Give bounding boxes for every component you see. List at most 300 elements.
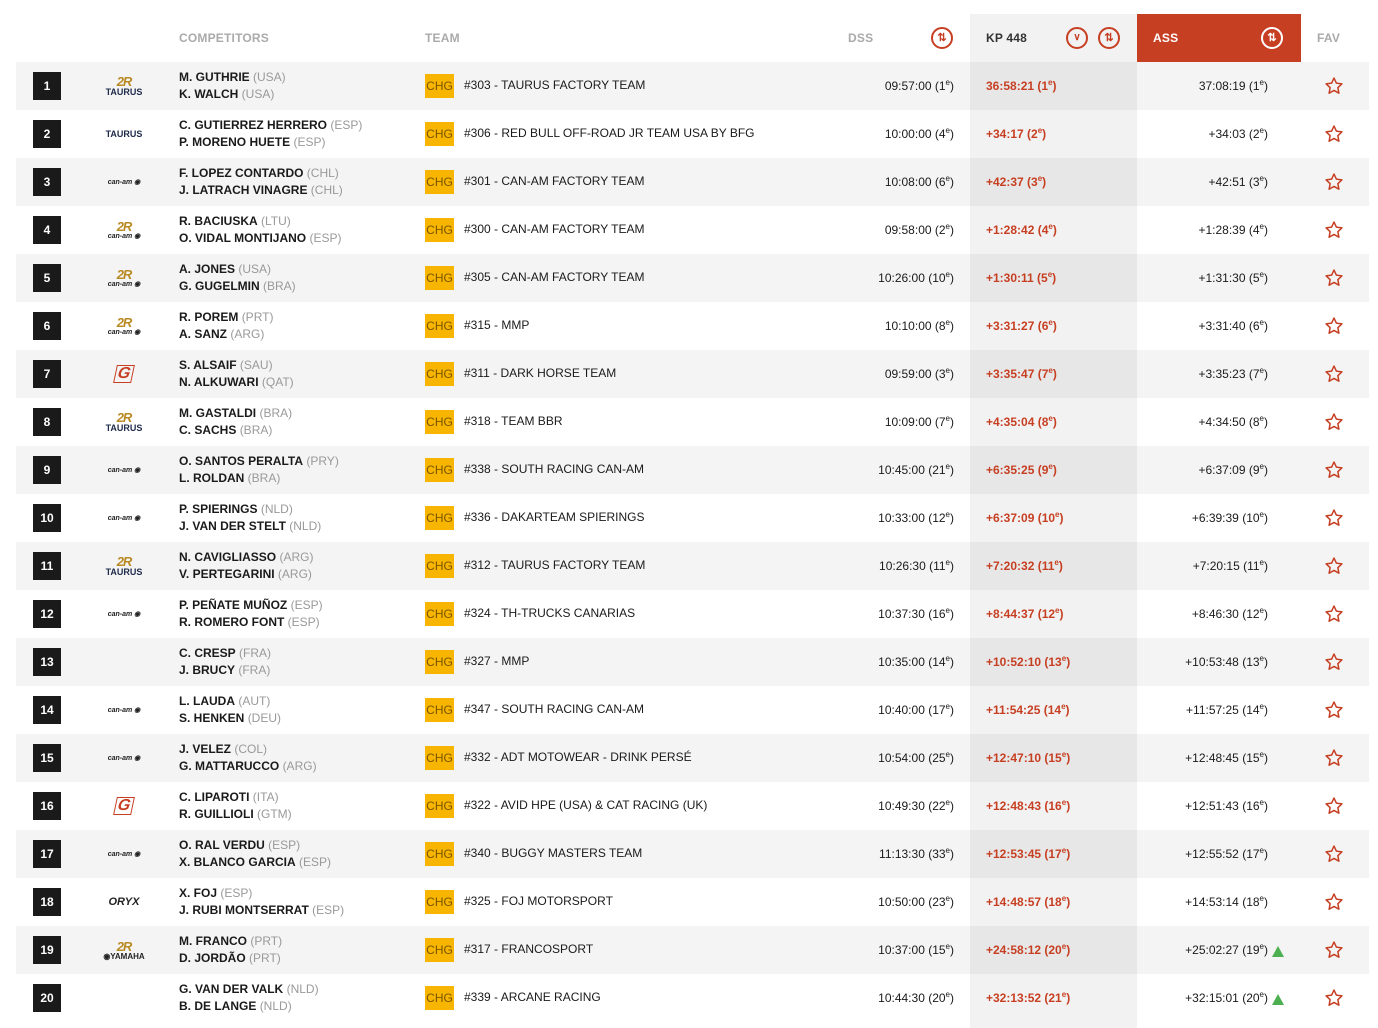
- g-logo: G: [113, 797, 135, 815]
- rank-suffix: e: [945, 798, 950, 807]
- codriver-country: (ESP): [309, 231, 342, 245]
- ass-sort-icon[interactable]: ⇅: [1261, 27, 1283, 49]
- dss-time: 10:26:00 (10e): [878, 270, 954, 285]
- dss-time: 10:50:00 (23e): [878, 894, 954, 909]
- table-row[interactable]: [16, 494, 1369, 542]
- taurus-logo: TAURUS: [105, 128, 143, 139]
- codriver-country: (ESP): [293, 135, 326, 149]
- canam-logo: can-am ◉: [107, 466, 141, 474]
- table-row[interactable]: [16, 542, 1369, 590]
- rank-suffix: e: [1037, 174, 1043, 183]
- ass-time: +12:55:52 (17e): [1185, 846, 1268, 861]
- category-badge: CHG: [425, 938, 454, 962]
- canam-logo: can-am ◉: [107, 610, 141, 618]
- star-icon[interactable]: [1324, 652, 1344, 672]
- team-logo: [101, 502, 147, 534]
- rank-suffix: e: [1048, 78, 1053, 87]
- rank-suffix: e: [1061, 654, 1067, 663]
- driver-country: (NLD): [286, 982, 319, 996]
- codriver-country: (CHL): [310, 183, 343, 197]
- rank-suffix: e: [1259, 846, 1264, 855]
- g-logo: G: [113, 365, 135, 383]
- rank-suffix: e: [1061, 846, 1067, 855]
- team-name[interactable]: #303 - TAURUS FACTORY TEAM: [464, 78, 646, 92]
- rank-suffix: e: [945, 990, 950, 999]
- crew-names: [179, 789, 292, 823]
- canam-logo: can-am ◉: [107, 329, 141, 336]
- kp-time: +1:28:42 (4e): [986, 222, 1057, 237]
- rank-suffix: e: [1037, 126, 1043, 135]
- position-badge: 20: [33, 984, 61, 1012]
- team-name[interactable]: #315 - MMP: [464, 318, 530, 332]
- star-icon[interactable]: [1324, 700, 1344, 720]
- dss-time: 10:33:00 (12e): [878, 510, 954, 525]
- dss-time: 10:54:00 (25e): [878, 750, 954, 765]
- table-row[interactable]: [16, 254, 1369, 302]
- codriver-line: [179, 134, 362, 151]
- position-badge: 18: [33, 888, 61, 916]
- star-icon[interactable]: [1324, 940, 1344, 960]
- driver-line: [179, 357, 294, 374]
- team-logo: [101, 550, 147, 582]
- codriver-line: [179, 806, 292, 823]
- rank-suffix: e: [1048, 462, 1053, 471]
- driver-country: (AUT): [238, 694, 271, 708]
- ass-time: +4:34:50 (8e): [1198, 414, 1268, 429]
- kp-time: +24:58:12 (20e): [986, 942, 1071, 957]
- ass-time: +12:48:45 (15e): [1185, 750, 1268, 765]
- rank-suffix: e: [1048, 414, 1053, 423]
- oryx-logo: ORYX: [108, 895, 140, 908]
- dss-time: 10:45:00 (21e): [878, 462, 954, 477]
- driver-line: [179, 933, 282, 950]
- rank-suffix: e: [1061, 990, 1067, 999]
- codriver-country: (ESP): [287, 615, 320, 629]
- crew-names: [179, 741, 317, 775]
- codriver-country: (ESP): [312, 903, 345, 917]
- driver-name: M. GASTALDI: [179, 406, 257, 420]
- ass-time: +12:51:43 (16e): [1185, 798, 1268, 813]
- rank-suffix: e: [1259, 270, 1264, 279]
- star-icon[interactable]: [1324, 412, 1344, 432]
- driver-line: [179, 789, 292, 806]
- table-row[interactable]: [16, 830, 1369, 878]
- crew-names: [179, 597, 323, 631]
- ass-time: +7:20:15 (11e): [1192, 558, 1268, 573]
- position-badge: 12: [33, 600, 61, 628]
- driver-name: R. POREM: [179, 310, 239, 324]
- star-icon[interactable]: [1324, 556, 1344, 576]
- rank-suffix: e: [945, 942, 950, 951]
- driver-country: (LTU): [261, 214, 291, 228]
- rank-suffix: e: [1259, 174, 1264, 183]
- team-name[interactable]: #332 - ADT MOTOWEAR - DRINK PERSÉ: [464, 750, 692, 764]
- position-badge: 13: [33, 648, 61, 676]
- table-row[interactable]: [16, 446, 1369, 494]
- driver-line: [179, 837, 331, 854]
- team-logo: [101, 70, 147, 102]
- category-badge: CHG: [425, 74, 454, 98]
- ass-time: +10:53:48 (13e): [1185, 654, 1268, 669]
- star-icon[interactable]: [1324, 364, 1344, 384]
- crew-names: [179, 933, 282, 967]
- rank-suffix: e: [945, 366, 950, 375]
- codriver-name: D. JORDÃO: [179, 951, 246, 965]
- position-badge: 8: [33, 408, 61, 436]
- table-row[interactable]: [16, 686, 1369, 734]
- star-icon[interactable]: [1324, 460, 1344, 480]
- ass-time: +3:35:23 (7e): [1198, 366, 1268, 381]
- rank-suffix: e: [1259, 942, 1264, 951]
- driver-name: O. RAL VERDU: [179, 838, 265, 852]
- team-logo: [101, 214, 147, 246]
- category-badge: CHG: [425, 218, 454, 242]
- team-name[interactable]: #311 - DARK HORSE TEAM: [464, 366, 617, 380]
- team-name[interactable]: #322 - AVID HPE (USA) & CAT RACING (UK): [464, 798, 708, 812]
- codriver-country: (ESP): [299, 855, 332, 869]
- kp-time: +42:37 (3e): [986, 174, 1047, 189]
- kp-time: +14:48:57 (18e): [986, 894, 1071, 909]
- position-badge: 2: [33, 120, 61, 148]
- team-logo: [101, 742, 147, 774]
- team-name[interactable]: #306 - RED BULL OFF-ROAD JR TEAM USA BY BFG: [464, 126, 755, 140]
- category-badge: CHG: [425, 650, 454, 674]
- header-kp: KP 448: [986, 31, 1028, 45]
- driver-line: [179, 741, 317, 758]
- 2r-logo: 2R: [116, 219, 132, 234]
- yamaha-logo: ◉YAMAHA: [103, 951, 145, 961]
- team-name[interactable]: #324 - TH-TRUCKS CANARIAS: [464, 606, 636, 620]
- table-row[interactable]: [16, 110, 1369, 158]
- category-badge: CHG: [425, 410, 454, 434]
- team-logo: [101, 406, 147, 438]
- codriver-name: K. WALCH: [179, 87, 239, 101]
- star-icon[interactable]: [1324, 172, 1344, 192]
- dss-time: 09:58:00 (2e): [884, 222, 954, 237]
- table-row[interactable]: [16, 926, 1369, 974]
- driver-name: N. CAVIGLIASSO: [179, 550, 277, 564]
- driver-name: X. FOJ: [179, 886, 218, 900]
- team-logo: [101, 886, 147, 918]
- position-badge: 1: [33, 72, 61, 100]
- header-ass-label: ASS: [1153, 31, 1179, 45]
- rank-suffix: e: [945, 462, 950, 471]
- codriver-country: (USA): [241, 87, 275, 101]
- dss-time: 10:00:00 (4e): [884, 126, 954, 141]
- ass-time: +42:51 (3e): [1208, 174, 1268, 189]
- kp-time: +12:47:10 (15e): [986, 750, 1071, 765]
- team-logo: [101, 694, 147, 726]
- team-name[interactable]: #301 - CAN-AM FACTORY TEAM: [464, 174, 645, 188]
- crew-names: [179, 549, 313, 583]
- team-name[interactable]: #339 - ARCANE RACING: [464, 990, 601, 1004]
- dss-time: 10:49:30 (22e): [878, 798, 954, 813]
- canam-logo: can-am ◉: [107, 850, 141, 858]
- codriver-line: [179, 374, 294, 391]
- canam-logo: can-am ◉: [107, 281, 141, 288]
- driver-line: [179, 981, 319, 998]
- kp-time: +4:35:04 (8e): [986, 414, 1057, 429]
- position-badge: 17: [33, 840, 61, 868]
- rank-suffix: e: [945, 174, 950, 183]
- star-icon[interactable]: [1324, 892, 1344, 912]
- driver-name: M. FRANCO: [179, 934, 247, 948]
- dss-time: 09:59:00 (3e): [884, 366, 954, 381]
- codriver-line: [179, 902, 344, 919]
- driver-line: [179, 549, 313, 566]
- rank-suffix: e: [1259, 606, 1264, 615]
- dss-time: 10:26:30 (11e): [879, 558, 954, 573]
- rank-suffix: e: [945, 126, 950, 135]
- ass-time: +11:57:25 (14e): [1186, 702, 1268, 717]
- driver-line: [179, 453, 339, 470]
- ass-time: +34:03 (2e): [1208, 126, 1268, 141]
- star-icon[interactable]: [1324, 988, 1344, 1008]
- star-icon[interactable]: [1324, 796, 1344, 816]
- table-row[interactable]: [16, 398, 1369, 446]
- position-badge: 3: [33, 168, 61, 196]
- codriver-country: (ARG): [277, 567, 312, 581]
- ass-time: +1:28:39 (4e): [1198, 222, 1268, 237]
- star-icon[interactable]: [1324, 268, 1344, 288]
- star-icon[interactable]: [1324, 220, 1344, 240]
- team-name[interactable]: #336 - DAKARTEAM SPIERINGS: [464, 510, 645, 524]
- team-logo: [101, 598, 147, 630]
- rank-suffix: e: [1259, 222, 1264, 231]
- driver-country: (ITA): [252, 790, 279, 804]
- kp-time: +12:53:45 (17e): [986, 846, 1071, 861]
- crew-names: [179, 165, 343, 199]
- star-icon[interactable]: [1324, 124, 1344, 144]
- chevron-down-icon[interactable]: ∨: [1066, 27, 1088, 49]
- table-row[interactable]: [16, 302, 1369, 350]
- codriver-name: J. BRUCY: [179, 663, 236, 677]
- rank-suffix: e: [945, 894, 950, 903]
- team-name[interactable]: #312 - TAURUS FACTORY TEAM: [464, 558, 646, 572]
- driver-country: (ESP): [220, 886, 253, 900]
- team-logo: [101, 310, 147, 342]
- driver-country: (ESP): [290, 598, 323, 612]
- table-row[interactable]: [16, 158, 1369, 206]
- rank-suffix: e: [945, 750, 950, 759]
- team-name[interactable]: #300 - CAN-AM FACTORY TEAM: [464, 222, 645, 236]
- rank-suffix: e: [1259, 78, 1264, 87]
- rank-suffix: e: [945, 558, 950, 567]
- table-row[interactable]: [16, 350, 1369, 398]
- kp-time: +6:37:09 (10e): [986, 510, 1064, 525]
- team-name[interactable]: #340 - BUGGY MASTERS TEAM: [464, 846, 643, 860]
- category-badge: CHG: [425, 266, 454, 290]
- team-name[interactable]: #325 - FOJ MOTORSPORT: [464, 894, 613, 908]
- star-icon[interactable]: [1324, 844, 1344, 864]
- driver-line: [179, 309, 273, 326]
- kp-time: +12:48:43 (16e): [986, 798, 1071, 813]
- team-name[interactable]: #318 - TEAM BBR: [464, 414, 563, 428]
- codriver-name: P. MORENO HUETE: [179, 135, 291, 149]
- codriver-name: R. ROMERO FONT: [179, 615, 285, 629]
- codriver-country: (DEU): [247, 711, 282, 725]
- driver-line: [179, 69, 286, 86]
- driver-country: (PRY): [306, 454, 339, 468]
- driver-country: (CHL): [306, 166, 339, 180]
- codriver-name: J. LATRACH VINAGRE: [179, 183, 308, 197]
- team-name[interactable]: #305 - CAN-AM FACTORY TEAM: [464, 270, 645, 284]
- codriver-line: [179, 566, 313, 583]
- kp-time: +6:35:25 (9e): [986, 462, 1057, 477]
- kp-time: +34:17 (2e): [986, 126, 1047, 141]
- table-row[interactable]: [16, 590, 1369, 638]
- codriver-line: [179, 230, 341, 247]
- driver-line: [179, 213, 341, 230]
- category-badge: CHG: [425, 698, 454, 722]
- category-badge: CHG: [425, 794, 454, 818]
- crew-names: [179, 69, 286, 103]
- star-icon[interactable]: [1324, 316, 1344, 336]
- star-icon[interactable]: [1324, 604, 1344, 624]
- rank-suffix: e: [1048, 318, 1053, 327]
- codriver-country: (GTM): [257, 807, 292, 821]
- category-badge: CHG: [425, 314, 454, 338]
- team-logo: [101, 358, 147, 390]
- position-badge: 4: [33, 216, 61, 244]
- driver-country: (PRT): [250, 934, 283, 948]
- ass-time: +6:39:39 (10e): [1191, 510, 1268, 525]
- team-name[interactable]: #347 - SOUTH RACING CAN-AM: [464, 702, 645, 716]
- rank-suffix: e: [945, 654, 950, 663]
- codriver-name: S. HENKEN: [179, 711, 245, 725]
- kp-time: +3:35:47 (7e): [986, 366, 1057, 381]
- rank-suffix: e: [1259, 558, 1264, 567]
- table-row[interactable]: [16, 782, 1369, 830]
- team-name[interactable]: #338 - SOUTH RACING CAN-AM: [464, 462, 645, 476]
- table-row[interactable]: [16, 734, 1369, 782]
- table-row[interactable]: [16, 974, 1369, 1022]
- codriver-line: [179, 614, 323, 631]
- codriver-country: (NLD): [289, 519, 322, 533]
- crew-names: [179, 213, 341, 247]
- codriver-country: (BRA): [263, 279, 296, 293]
- rank-suffix: e: [1061, 798, 1067, 807]
- rank-suffix: e: [945, 510, 950, 519]
- codriver-country: (NLD): [259, 999, 292, 1013]
- crew-names: [179, 117, 362, 151]
- dss-sort-icon[interactable]: ⇅: [931, 27, 953, 49]
- codriver-country: (QAT): [261, 375, 294, 389]
- kp-time: +3:31:27 (6e): [986, 318, 1057, 333]
- rank-suffix: e: [1061, 702, 1066, 711]
- ass-time: +6:37:09 (9e): [1198, 462, 1268, 477]
- table-row[interactable]: [16, 878, 1369, 926]
- driver-country: (COL): [234, 742, 268, 756]
- table-row[interactable]: [16, 62, 1369, 110]
- codriver-line: [179, 662, 271, 679]
- team-name[interactable]: #317 - FRANCOSPORT: [464, 942, 594, 956]
- rank-suffix: e: [1047, 270, 1053, 279]
- crew-names: [179, 885, 344, 919]
- crew-names: [179, 981, 319, 1015]
- driver-country: (ARG): [279, 550, 314, 564]
- ass-time: +32:15:01 (20e): [1185, 990, 1268, 1005]
- team-logo: [101, 646, 147, 678]
- ass-time: +3:31:40 (6e): [1198, 318, 1268, 333]
- rank-suffix: e: [1259, 702, 1264, 711]
- table-row[interactable]: [16, 638, 1369, 686]
- category-badge: CHG: [425, 554, 454, 578]
- driver-name: A. JONES: [179, 262, 236, 276]
- codriver-country: (FRA): [238, 663, 271, 677]
- driver-line: [179, 597, 323, 614]
- codriver-country: (BRA): [247, 471, 281, 485]
- rank-suffix: e: [1259, 414, 1264, 423]
- rank-suffix: e: [945, 318, 950, 327]
- taurus-logo: TAURUS: [105, 423, 143, 433]
- codriver-name: B. DE LANGE: [179, 999, 257, 1013]
- 2r-logo: 2R: [116, 554, 132, 569]
- codriver-country: (BRA): [239, 423, 273, 437]
- rank-suffix: e: [1259, 510, 1264, 519]
- ass-time: +8:46:30 (12e): [1191, 606, 1268, 621]
- star-icon[interactable]: [1324, 508, 1344, 528]
- crew-names: [179, 309, 273, 343]
- kp-time: +32:13:52 (21e): [986, 990, 1071, 1005]
- dss-time: 10:10:00 (8e): [884, 318, 954, 333]
- driver-country: (USA): [238, 262, 272, 276]
- canam-logo: can-am ◉: [107, 706, 141, 714]
- star-icon[interactable]: [1324, 748, 1344, 768]
- driver-country: (BRA): [259, 406, 293, 420]
- crew-names: [179, 261, 296, 295]
- codriver-name: N. ALKUWARI: [179, 375, 259, 389]
- category-badge: CHG: [425, 170, 454, 194]
- ass-time: +14:53:14 (18e): [1185, 894, 1268, 909]
- rank-suffix: e: [1259, 798, 1264, 807]
- dss-time: 10:35:00 (14e): [878, 654, 954, 669]
- category-badge: CHG: [425, 986, 454, 1010]
- codriver-line: [179, 422, 292, 439]
- team-logo: [101, 262, 147, 294]
- rank-suffix: e: [945, 78, 950, 87]
- header-dss: DSS: [848, 31, 874, 45]
- codriver-name: V. PERTEGARINI: [179, 567, 275, 581]
- driver-line: [179, 693, 281, 710]
- codriver-line: [179, 854, 331, 871]
- star-icon[interactable]: [1324, 76, 1344, 96]
- codriver-line: [179, 758, 317, 775]
- crew-names: [179, 357, 294, 391]
- category-badge: CHG: [425, 602, 454, 626]
- rank-suffix: e: [1055, 510, 1060, 519]
- ass-time: +1:31:30 (5e): [1198, 270, 1268, 285]
- kp-sort-icon[interactable]: ⇅: [1098, 27, 1120, 49]
- driver-line: [179, 645, 271, 662]
- driver-name: C. GUTIERREZ HERRERO: [179, 118, 328, 132]
- codriver-name: J. VAN DER STELT: [179, 519, 286, 533]
- rank-suffix: e: [945, 414, 950, 423]
- kp-time: +11:54:25 (14e): [986, 702, 1070, 717]
- crew-names: [179, 453, 339, 487]
- dss-time: 10:40:00 (17e): [878, 702, 954, 717]
- rank-suffix: e: [1259, 366, 1264, 375]
- position-badge: 14: [33, 696, 61, 724]
- kp-time: +10:52:10 (13e): [986, 654, 1071, 669]
- table-row[interactable]: [16, 206, 1369, 254]
- driver-name: G. VAN DER VALK: [179, 982, 284, 996]
- rank-suffix: e: [1259, 654, 1264, 663]
- team-name[interactable]: #327 - MMP: [464, 654, 530, 668]
- codriver-name: L. ROLDAN: [179, 471, 245, 485]
- header-competitors: COMPETITORS: [179, 31, 269, 45]
- codriver-line: [179, 470, 339, 487]
